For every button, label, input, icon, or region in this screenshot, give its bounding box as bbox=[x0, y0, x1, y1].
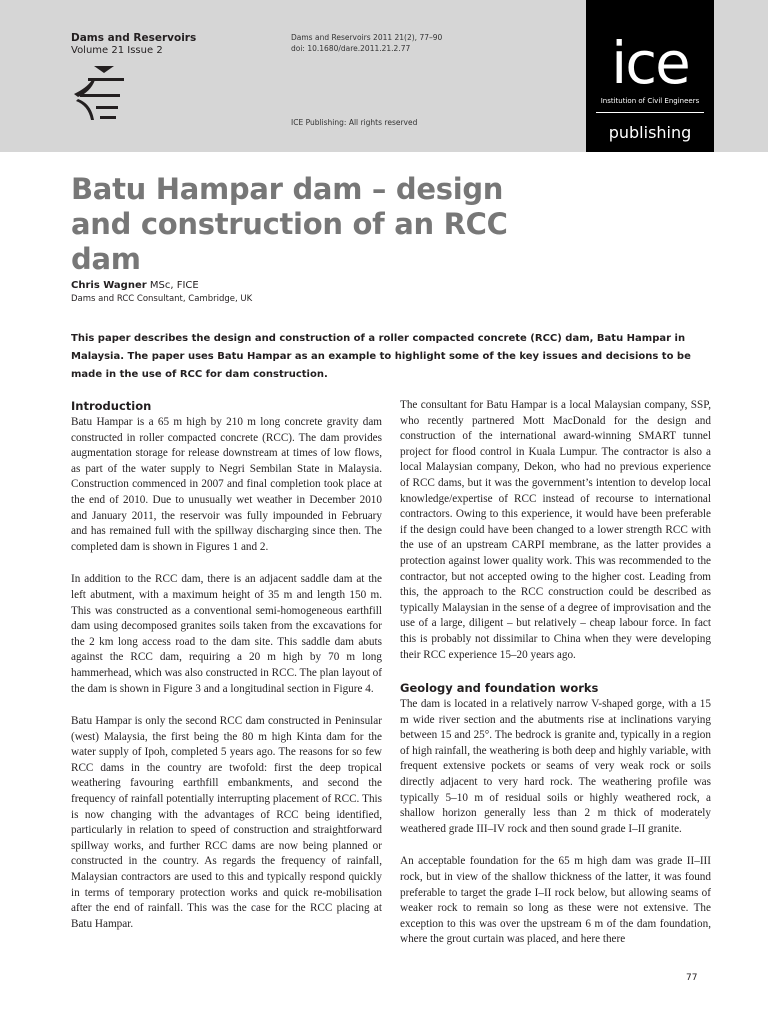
paragraph: An acceptable foundation for the 65 m high dam was grade II–III rock, but in view of the shallow thickness of the latter, it was found preferable to target the grade I–II rock below, but allowing seams of weaker rock to remain so long as these were not extensive. The exception to this was over the upstream 6 m of the dam foundation, where the grout curtain was placed, and here there bbox=[400, 855, 711, 946]
paragraph: The consultant for Batu Hampar is a local Malaysian company, SSP, who recently partnered Mott MacDonald for the design and construction of the international award-winning SMART tunnel project for flood control in Kuala Lumpur. The contractor is also a local Malaysian company, Dekon, who had no previous experience of RCC dams, but it was the government’s intention to develop local knowledge/expertise of RCC instead of recourse to international contractors. Owing to this experience, it would have been preferable if the design could have been changed to a lower strength RCC with the use of an upstream CARPI membrane, as the latter provides a protection against lower quality work. This was recommended to the contractor, but not accepted owing to the higher cost. Leading from this, the approach to the RCC construction could be described as typically Malaysian in the sense of a degree of improvisation and the use of a large, diligent – but relatively – cheap labour force. In fact this is probably not dissimilar to China when they were developing their RCC experience 15–20 years ago. bbox=[400, 399, 711, 661]
author-name: Chris Wagner bbox=[71, 280, 147, 291]
author-affiliation: Dams and RCC Consultant, Cambridge, UK bbox=[71, 294, 253, 304]
journal-name: Dams and Reservoirs bbox=[71, 32, 197, 44]
ice-divider bbox=[596, 112, 704, 113]
dam-cross-section-icon bbox=[72, 66, 128, 124]
journal-volume: Volume 21 Issue 2 bbox=[71, 45, 163, 56]
ice-logo-text: ice bbox=[611, 29, 689, 97]
article-title: Batu Hampar dam – design and construction of an RCC dam bbox=[71, 172, 508, 276]
publishing-text: publishing bbox=[608, 123, 692, 142]
paragraph: Batu Hampar is a 65 m high by 210 m long concrete gravity dam constructed in roller compacted concrete (RCC). The dam provides augmentation storage for release downstream at times of low flows, as part of the water supply to Negri Sembilan State in Malaysia. Construction commenced in 2007 and final completion took place at the end of 2010. Due to unusually wet weather in December 2010 and January 2011, the reservoir was fully impounded in February and has remained full with the spillway discharging since then. The completed dam is shown in Figures 1 and 2. bbox=[71, 416, 382, 553]
paragraph: Batu Hampar is only the second RCC dam constructed in Peninsular (west) Malaysia, the first being the 80 m high Kinta dam for the water supply of Ipoh, completed 5 years ago. The reasons for so few RCC dams in the country are twofold: first the deep tropical weathering favouring earthfill embankments, and second the frequency of rainfall potentially interrupting placement of RCC. This is now changing with the advantages of RCC being identified, particularly in relation to speed of construction and straightforward spillway works, and further RCC dams are now being planned or constructed in the country. As regards the frequency of rainfall, Malaysian contractors are used to this and typically respond quickly in terms of temporary protection works and quick re-mobilisation after the end of rainfall. This was the case for the RCC placing at Batu Hampar. bbox=[71, 715, 382, 930]
page-number: 77 bbox=[686, 973, 698, 983]
ice-subtitle: Institution of Civil Engineers bbox=[600, 97, 700, 105]
paragraph: The dam is located in a relatively narrow V-shaped gorge, with a 15 m wide river section and the abutments rise at inclinations varying between 15 and 25°. The bedrock is granite and, typically in a region of high rainfall, the weathering is both deep and highly variable, with frequent extensive pockets or seams of very weak rock or soils directly adjacent to very hard rock. The weathering profile was typically 5–10 m of residual soils or highly weathered rock, a shallow horizon generally less than 2 m thick of moderately weathered grade III–IV rock and then sound grade I–II granite. bbox=[400, 698, 711, 835]
right-column bbox=[400, 398, 711, 965]
introduction-heading: Introduction bbox=[71, 399, 152, 413]
left-column bbox=[71, 398, 382, 949]
geology-heading: Geology and foundation works bbox=[400, 681, 599, 696]
journal-header bbox=[0, 0, 768, 152]
rights-notice: ICE Publishing: All rights reserved bbox=[291, 118, 418, 127]
abstract: This paper describes the design and construction of a roller compacted concrete (RCC) dam, Batu Hampar in Malaysia. The paper uses Batu Hampar as an example to highlight some of the key issues and decisions to be made in the use of RCC for dam construction. bbox=[71, 333, 691, 380]
author-credentials: MSc, FICE bbox=[149, 280, 199, 291]
citation-line: Dams and Reservoirs 2011 21(2), 77–90 bbox=[291, 33, 443, 42]
citation bbox=[291, 32, 442, 54]
ice-publishing-logo bbox=[586, 0, 714, 152]
author-line bbox=[71, 280, 199, 291]
doi-line: doi: 10.1680/dare.2011.21.2.77 bbox=[291, 44, 411, 53]
paragraph: In addition to the RCC dam, there is an adjacent saddle dam at the left abutment, with a maximum height of 35 m and length 150 m. This was constructed as a conventional semi-homogeneous earthfill dam using decomposed granites soils taken from the excavations for the 2 km long access road to the dam site. This saddle dam abuts against the RCC dam, requiring a 20 m high by 70 m long hammerhead, which was also constructed in RCC. The plan layout of the dam is shown in Figure 3 and a longitudinal section in Figure 4. bbox=[71, 573, 382, 695]
